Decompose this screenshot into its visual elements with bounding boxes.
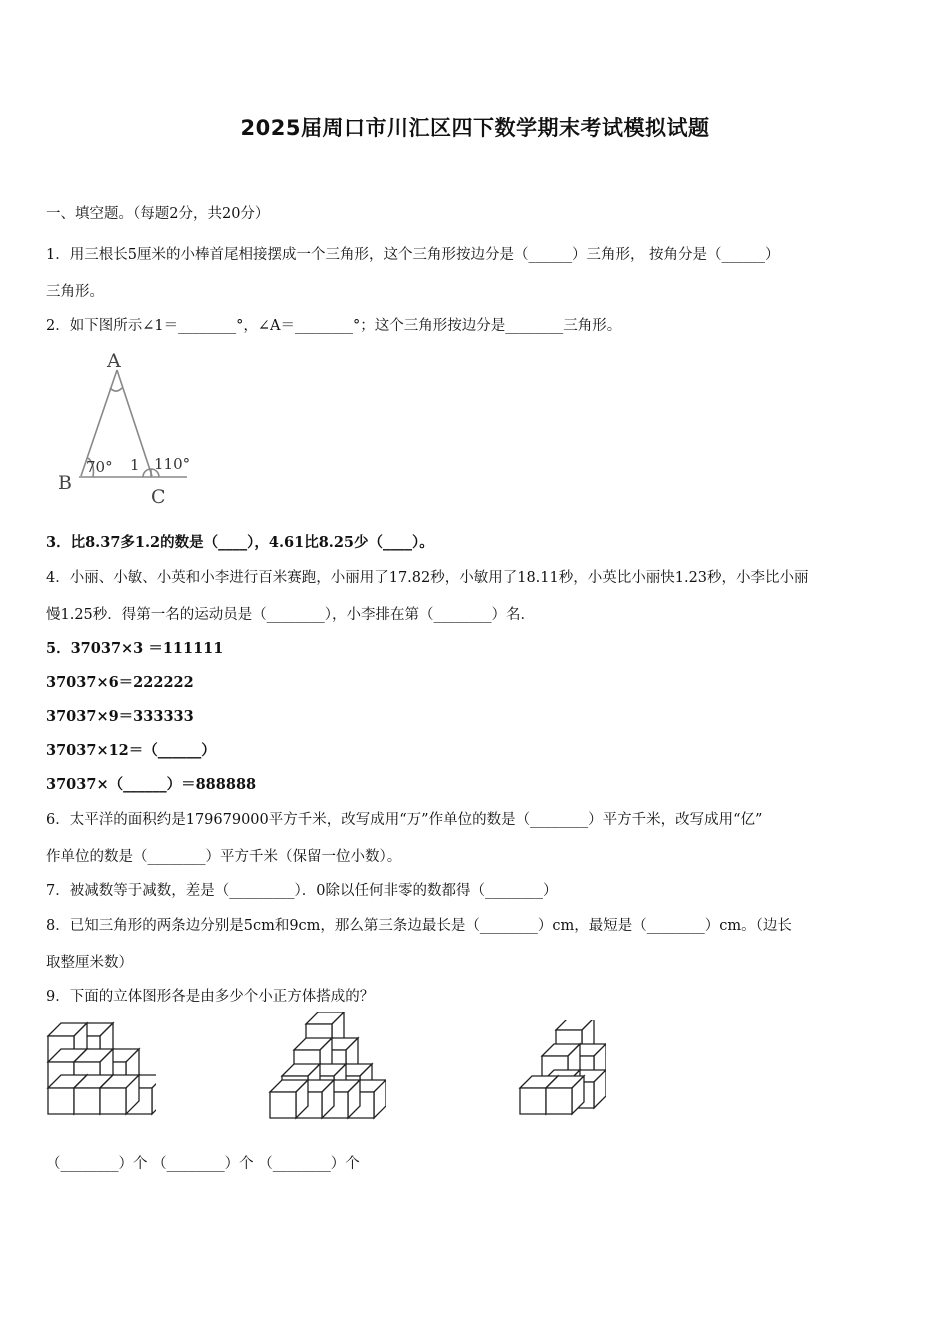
angle-b-label: 70° — [86, 458, 113, 476]
cube-figure-1 — [44, 1018, 156, 1128]
question-5-line-3: 37037×9＝333333 — [46, 708, 194, 725]
unit-cube — [270, 1080, 308, 1118]
question-9-answers: （________）个 （________）个 （________）个 — [46, 1156, 360, 1172]
cube-figure-2 — [266, 1012, 386, 1128]
question-5-line-5: 37037×（______）＝888888 — [46, 776, 257, 793]
question-5-line-1: 5．37037×3 ＝111111 — [46, 640, 224, 657]
question-1-line-1: 1．用三根长5厘米的小棒首尾相接摆成一个三角形，这个三角形按边分是（______）三角形， 按角分是（______） — [46, 247, 780, 263]
question-7-text: 7．被减数等于减数，差是（_________）．0除以任何非零的数都得（________） — [46, 883, 558, 899]
section-heading: 一、填空题。（每题2分，共20分） — [46, 206, 270, 222]
question-1-line-2: 三角形。 — [46, 284, 104, 300]
unit-cube — [546, 1076, 584, 1114]
angle-ext-label: 110° — [154, 455, 191, 473]
question-8-line-2: 取整厘米数） — [46, 955, 133, 971]
page-title: 2025届周口市川汇区四下数学期末考试模拟试题 — [240, 116, 710, 140]
question-8-line-1: 8．已知三角形的两条边分别是5cm和9cm，那么第三条边最长是（________）cm，最短是（________）cm。（边长 — [46, 918, 792, 934]
question-4-line-1: 4．小丽、小敏、小英和小李进行百米赛跑，小丽用了17.82秒，小敏用了18.11秒，小英比小丽快1.23秒，小李比小丽 — [46, 570, 809, 586]
angle-a-arc — [110, 388, 122, 391]
question-4-line-2: 慢1.25秒．得第一名的运动员是（________），小李排在第（________）名． — [46, 607, 536, 623]
triangle-figure — [55, 348, 195, 510]
question-6-line-2: 作单位的数是（________）平方千米（保留一位小数）。 — [46, 849, 402, 865]
label-b: B — [58, 472, 72, 494]
question-2-text: 2．如下图所示∠1＝________°，∠A＝________°；这个三角形按边分是________三角形。 — [46, 318, 622, 334]
label-a: A — [107, 350, 121, 372]
angle-1-label: 1 — [130, 456, 140, 474]
question-9-text: 9．下面的立体图形各是由多少个小正方体搭成的？ — [46, 989, 375, 1005]
cube-figure-3 — [516, 1020, 606, 1128]
question-5-line-4: 37037×12＝（______） — [46, 742, 216, 759]
question-5-line-2: 37037×6＝222222 — [46, 674, 194, 691]
question-6-line-1: 6．太平洋的面积约是179679000平方千米，改写成用“万”作单位的数是（________）平方千米，改写成用“亿” — [46, 812, 763, 828]
question-3-text: 3．比8.37多1.2的数是（____），4.61比8.25少（____）。 — [46, 534, 434, 551]
label-c: C — [151, 486, 166, 508]
